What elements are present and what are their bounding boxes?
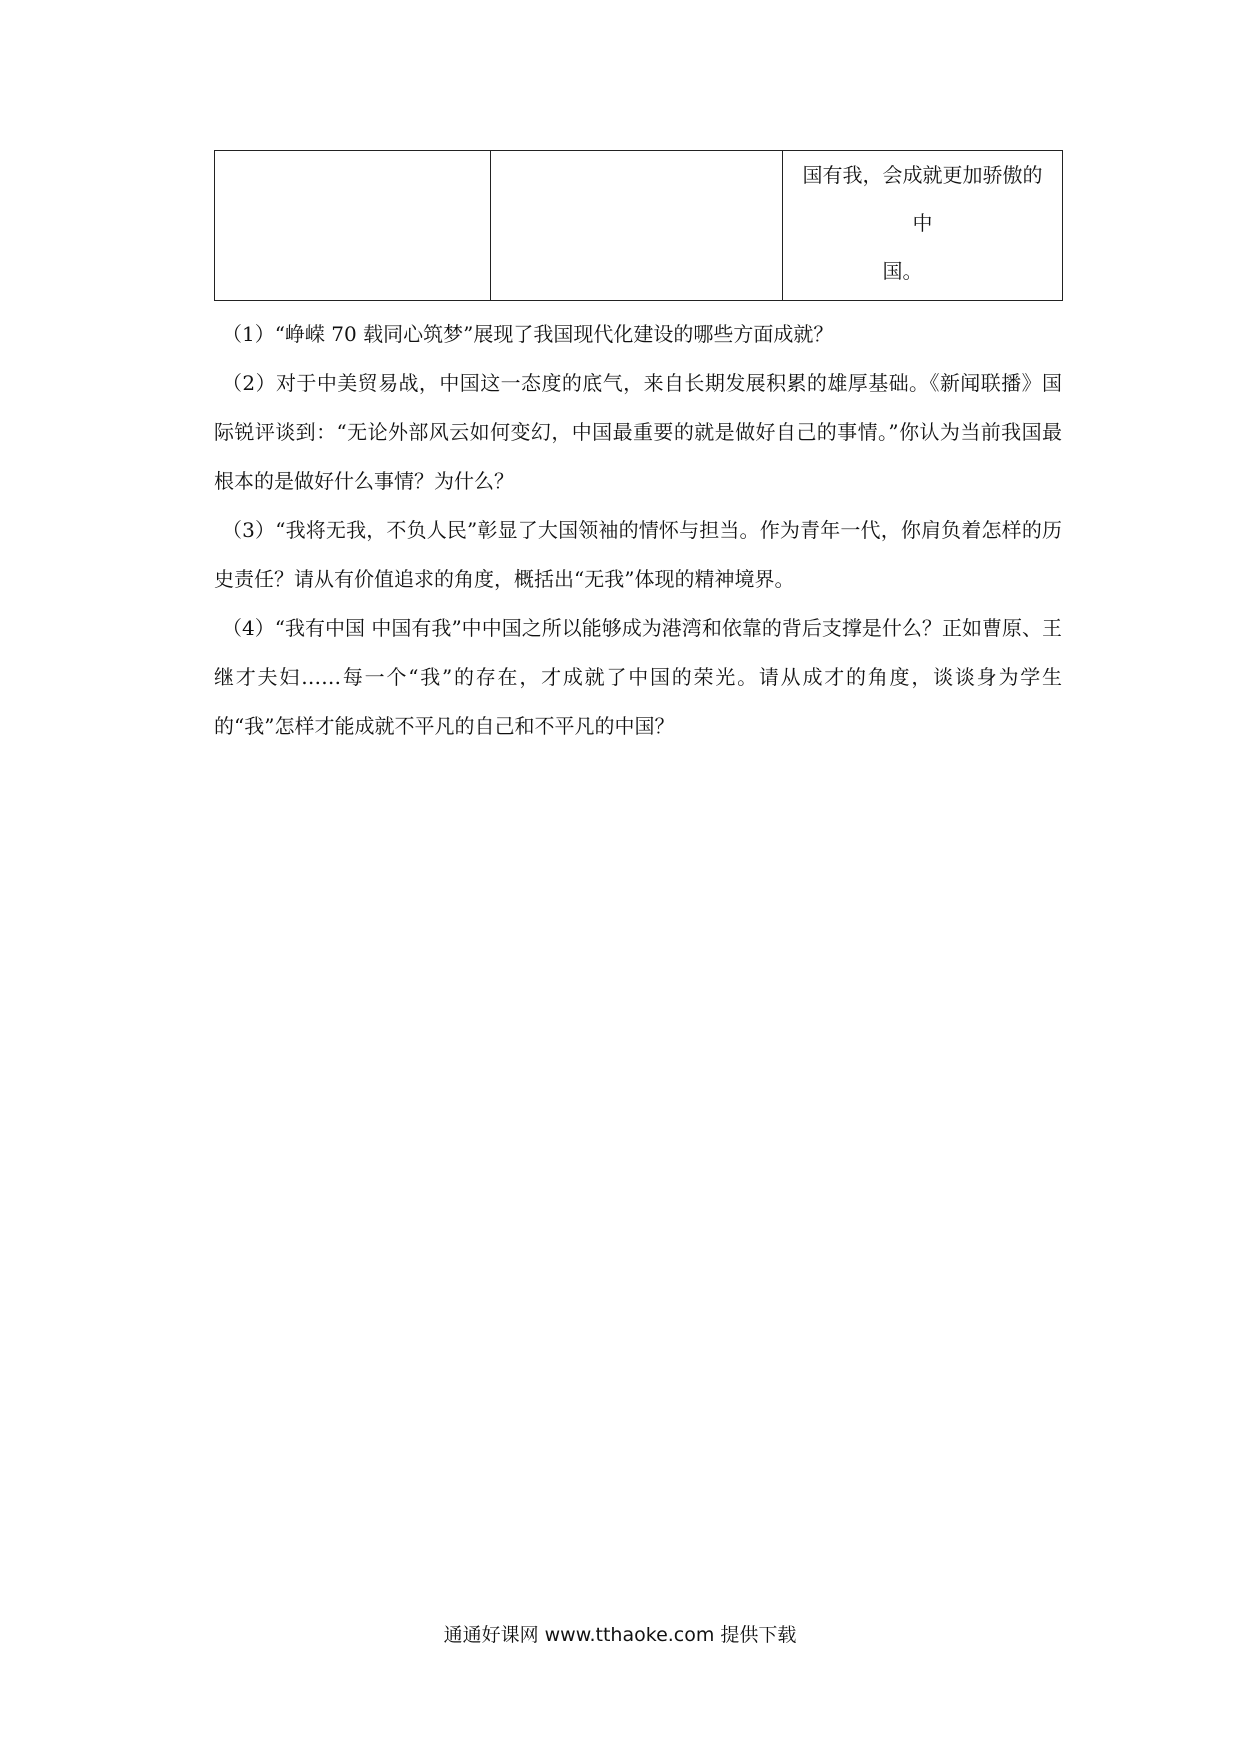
table-cell-empty-1: [215, 151, 491, 301]
question-4: （4）“我有中国 中国有我”中中国之所以能够成为港湾和依靠的背后支撑是什么？正如曹原、王继才夫妇……每一个“我”的存在，才成就了中国的荣光。请从成才的角度，谈谈身为学生的“我”怎样才能成就不平凡的自己和不平凡的中国？: [214, 616, 1062, 738]
cell-line: 中: [912, 211, 933, 235]
page-footer: 通通好课网 www.tthaoke.com 提供下载: [443, 1624, 797, 1646]
table-row: [215, 151, 1063, 301]
table-cell-empty-2: [491, 151, 783, 301]
question-3: （3）“我将无我，不负人民”彰显了大国领袖的情怀与担当。作为青年一代，你肩负着怎样的历史责任？请从有价值追求的角度，概括出“无我”体现的精神境界。: [214, 518, 1062, 591]
cell-line: 国。: [882, 259, 923, 283]
question-list: [214, 310, 1062, 751]
continued-table: [214, 150, 1063, 301]
cell-line: 国有我，会成就更加骄傲的: [802, 163, 1043, 187]
question-1: （1）“峥嵘 70 载同心筑梦”展现了我国现代化建设的哪些方面成就？: [222, 322, 834, 346]
question-2: （2）对于中美贸易战，中国这一态度的底气，来自长期发展积累的雄厚基础。《新闻联播》国际锐评谈到：“无论外部风云如何变幻，中国最重要的就是做好自己的事情。”你认为当前我国最根本的是做好什么事情？为什么？: [214, 371, 1062, 493]
table-cell-text: [783, 151, 1063, 301]
